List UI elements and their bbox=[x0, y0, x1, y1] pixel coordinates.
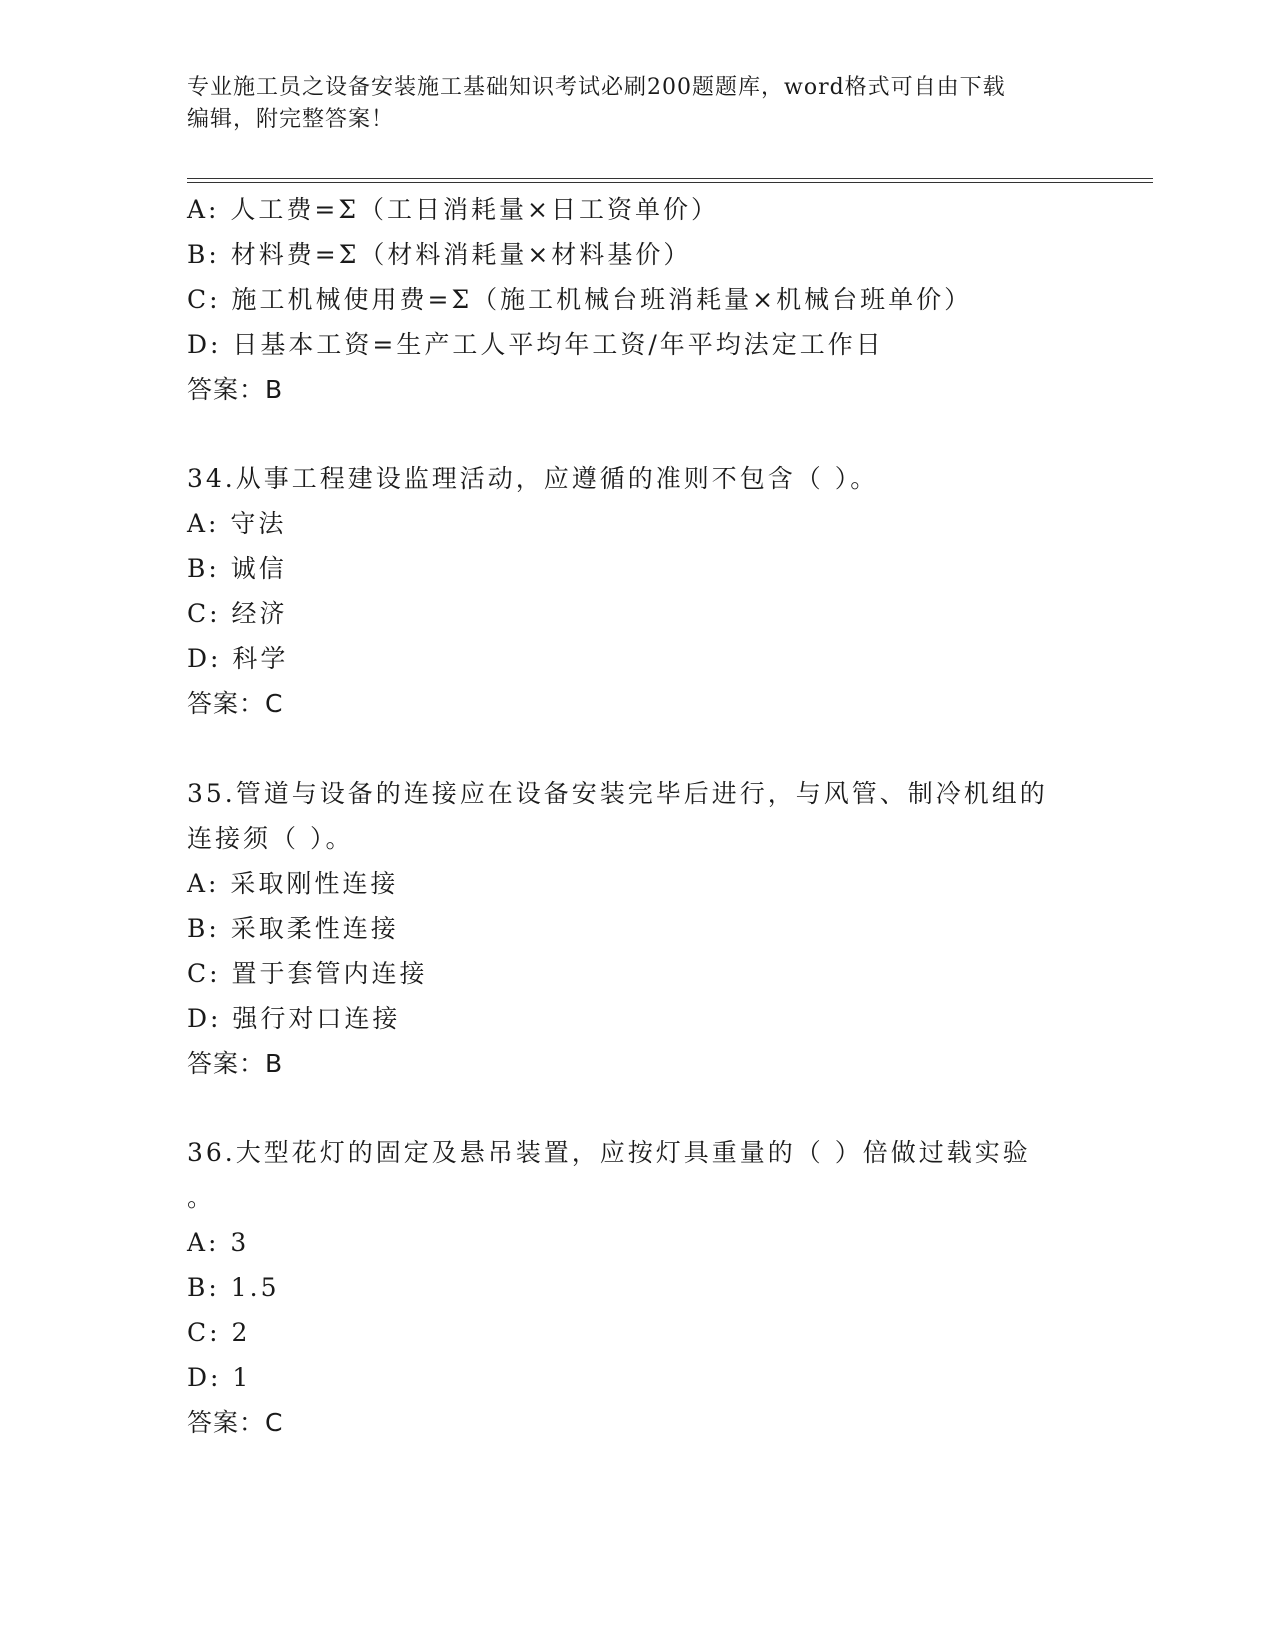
q34-stem: 34.从事工程建设监理活动，应遵循的准则不包含（ ）。 bbox=[187, 464, 879, 493]
q36-stem-line-1: 36.大型花灯的固定及悬吊装置，应按灯具重量的（ ）倍做过载实验 bbox=[187, 1138, 1031, 1167]
q36-option-b: B: 1.5 bbox=[187, 1273, 280, 1302]
q35-option-d: D: 强行对口连接 bbox=[187, 1004, 401, 1033]
q36-option-d: D: 1 bbox=[187, 1363, 252, 1392]
q33-option-a: A: 人工费=Σ（工日消耗量×日工资单价） bbox=[187, 195, 719, 224]
q35-option-a: A: 采取刚性连接 bbox=[187, 869, 399, 898]
q36-answer: 答案：C bbox=[187, 1408, 284, 1437]
header-title-line-2: 编辑，附完整答案！ bbox=[187, 107, 395, 132]
header-divider-bottom bbox=[187, 182, 1153, 183]
header-divider-top bbox=[187, 178, 1153, 179]
q36-stem-line-2: 。 bbox=[187, 1183, 216, 1212]
q33-option-d: D: 日基本工资=生产工人平均年工资/年平均法定工作日 bbox=[187, 330, 884, 359]
q34-option-d: D: 科学 bbox=[187, 644, 289, 673]
document-header bbox=[187, 72, 1067, 136]
q34-option-a: A: 守法 bbox=[187, 509, 287, 538]
q34-option-c: C: 经济 bbox=[187, 599, 288, 628]
q35-stem-line-2: 连接须（ ）。 bbox=[187, 824, 354, 853]
q36-option-a: A: 3 bbox=[187, 1228, 250, 1257]
q36-option-c: C: 2 bbox=[187, 1318, 251, 1347]
q35-answer: 答案：B bbox=[187, 1049, 284, 1078]
header-title-line-1: 专业施工员之设备安装施工基础知识考试必刷200题题库，word格式可自由下载 bbox=[187, 75, 1006, 100]
q34-option-b: B: 诚信 bbox=[187, 554, 287, 583]
q35-stem-line-1: 35.管道与设备的连接应在设备安装完毕后进行，与风管、制冷机组的 bbox=[187, 779, 1048, 808]
q33-answer: 答案：B bbox=[187, 375, 284, 404]
q33-option-b: B: 材料费=Σ（材料消耗量×材料基价） bbox=[187, 240, 692, 269]
q35-option-c: C: 置于套管内连接 bbox=[187, 959, 428, 988]
q33-option-c: C: 施工机械使用费=Σ（施工机械台班消耗量×机械台班单价） bbox=[187, 285, 973, 314]
q34-answer: 答案：C bbox=[187, 689, 284, 718]
q35-option-b: B: 采取柔性连接 bbox=[187, 914, 399, 943]
